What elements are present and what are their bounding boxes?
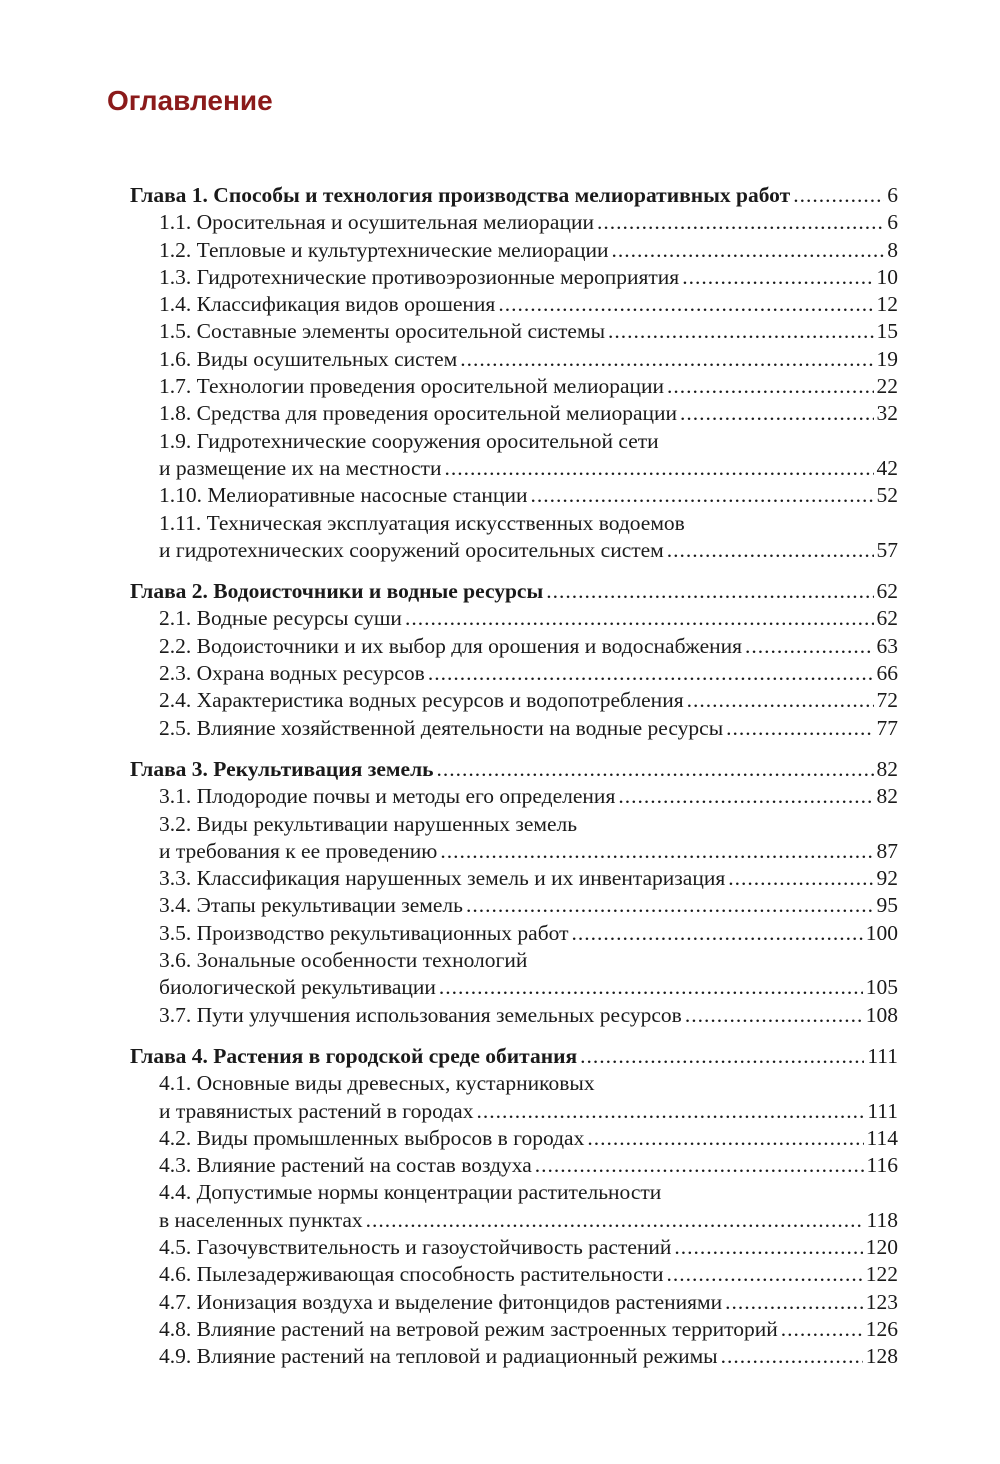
section-title: 2.4. Характеристика водных ресурсов и водопотребления <box>159 688 684 713</box>
dot-leader <box>546 578 873 605</box>
toc-section-entry[interactable] <box>130 510 898 537</box>
toc-section-entry[interactable] <box>130 318 898 345</box>
page-number: 128 <box>865 1344 898 1369</box>
page-number: 66 <box>876 661 898 686</box>
section-title: 1.3. Гидротехнические противоэрозионные мероприятия <box>159 264 680 289</box>
dot-leader <box>405 605 874 632</box>
page-number: 105 <box>865 975 898 1000</box>
page-number: 32 <box>876 401 898 426</box>
dot-leader <box>667 1261 863 1288</box>
page-number: 77 <box>876 715 898 740</box>
page-number: 8 <box>887 237 898 262</box>
toc-section-entry[interactable] <box>130 1098 898 1125</box>
section-title: 1.5. Составные элементы оросительной системы <box>159 319 606 344</box>
page-number: 114 <box>866 1125 898 1150</box>
toc-chapter <box>130 756 898 1029</box>
dot-leader <box>580 1043 864 1070</box>
toc-section-entry[interactable] <box>130 373 898 400</box>
dot-leader <box>530 482 873 509</box>
toc-section-entry[interactable] <box>130 974 898 1001</box>
section-title: и гидротехнических сооружений оросительных систем <box>159 537 664 562</box>
toc-section-entry[interactable] <box>130 1261 898 1288</box>
dot-leader <box>674 1234 862 1261</box>
section-title: 4.4. Допустимые нормы концентрации растительности <box>159 1180 662 1205</box>
toc-section-entry[interactable] <box>130 264 898 291</box>
page-number: 19 <box>876 346 898 371</box>
page-number: 100 <box>865 920 898 945</box>
page-title: Оглавление <box>107 85 273 116</box>
page-number: 12 <box>876 292 898 317</box>
toc-section-entry[interactable] <box>130 428 898 455</box>
section-title: в населенных пунктах <box>159 1207 363 1232</box>
dot-leader <box>721 1343 863 1370</box>
toc-section-entry[interactable] <box>130 920 898 947</box>
section-title: 4.5. Газочувствительность и газоустойчивость растений <box>159 1234 672 1259</box>
section-title: 2.5. Влияние хозяйственной деятельности на водные ресурсы <box>159 715 724 740</box>
dot-leader <box>728 865 873 892</box>
dot-leader <box>726 715 873 742</box>
section-title: 1.11. Техническая эксплуатация искусственных водоемов <box>159 510 685 535</box>
toc-section-entry[interactable] <box>130 947 898 974</box>
dot-leader <box>745 633 873 660</box>
section-title: 3.4. Этапы рекультивации земель <box>159 893 463 918</box>
toc-chapter-entry[interactable] <box>130 578 898 605</box>
dot-leader <box>498 291 873 318</box>
toc-section-entry[interactable] <box>130 209 898 236</box>
toc-section-entry[interactable] <box>130 1289 898 1316</box>
dot-leader <box>439 974 863 1001</box>
section-title: 4.7. Ионизация воздуха и выделение фитонцидов растениями <box>159 1289 723 1314</box>
dot-leader <box>587 1125 863 1152</box>
page-number: 126 <box>865 1316 898 1341</box>
dot-leader <box>612 237 885 264</box>
page-number: 111 <box>867 1098 898 1123</box>
section-title: 3.7. Пути улучшения использования земельных ресурсов <box>159 1002 682 1027</box>
section-title: и размещение их на местности <box>159 455 442 480</box>
chapter-title: Глава 3. Рекультивация земель <box>130 756 434 781</box>
dot-leader <box>725 1289 863 1316</box>
page-number: 62 <box>876 579 898 604</box>
dot-leader <box>667 373 873 400</box>
page-number: 120 <box>865 1234 898 1259</box>
page-number: 123 <box>865 1289 898 1314</box>
toc-section-entry[interactable] <box>130 1343 898 1370</box>
chapter-title: Глава 1. Способы и технология производства мелиоративных работ <box>130 183 791 207</box>
section-title: и травянистых растений в городах <box>159 1098 474 1123</box>
toc-section-entry[interactable] <box>130 633 898 660</box>
dot-leader <box>685 1002 863 1029</box>
section-title: 4.8. Влияние растений на ветровой режим застроенных территорий <box>159 1316 778 1341</box>
section-title: 4.9. Влияние растений на тепловой и радиационный режимы <box>159 1344 718 1369</box>
page-number: 10 <box>876 264 898 289</box>
toc-section-entry[interactable] <box>130 1125 898 1152</box>
page-number: 6 <box>887 210 898 235</box>
toc-section-entry[interactable] <box>130 1179 898 1206</box>
dot-leader <box>781 1316 863 1343</box>
toc-chapter-entry[interactable] <box>130 182 898 209</box>
toc-section-entry[interactable] <box>130 783 898 810</box>
dot-leader <box>476 1098 864 1125</box>
page-number: 62 <box>876 606 898 631</box>
section-title: 1.8. Средства для проведения оросительной мелиорации <box>159 401 678 426</box>
dot-leader <box>793 182 884 209</box>
toc-section-entry[interactable] <box>130 838 898 865</box>
dot-leader <box>535 1152 864 1179</box>
dot-leader <box>428 660 874 687</box>
page-number: 57 <box>876 537 898 562</box>
section-title: 2.2. Водоисточники и их выбор для орошения и водоснабжения <box>159 633 743 658</box>
chapter-title: Глава 4. Растения в городской среде обитания <box>130 1043 578 1068</box>
section-title: 3.1. Плодородие почвы и методы его определения <box>159 784 616 809</box>
toc-section-entry[interactable] <box>130 865 898 892</box>
section-title: 3.5. Производство рекультивационных работ <box>159 920 569 945</box>
page-number: 15 <box>876 319 898 344</box>
page-number: 108 <box>865 1002 898 1027</box>
toc-section-entry[interactable] <box>130 1316 898 1343</box>
dot-leader <box>440 838 873 865</box>
page-number: 22 <box>876 374 898 399</box>
toc-section-entry[interactable] <box>130 687 898 714</box>
section-title: 2.3. Охрана водных ресурсов <box>159 661 425 686</box>
toc-section-entry[interactable] <box>130 291 898 318</box>
dot-leader <box>597 209 884 236</box>
toc-section-entry[interactable] <box>130 482 898 509</box>
toc-section-entry[interactable] <box>130 537 898 564</box>
page-number: 95 <box>876 893 898 918</box>
dot-leader <box>444 455 873 482</box>
toc-section-entry[interactable] <box>130 1152 898 1179</box>
page-number: 72 <box>876 688 898 713</box>
dot-leader <box>460 346 873 373</box>
toc-section-entry[interactable] <box>130 237 898 264</box>
page-number: 87 <box>876 838 898 863</box>
page-number: 118 <box>866 1207 898 1232</box>
toc-section-entry[interactable] <box>130 1207 898 1234</box>
section-title: 3.3. Классификация нарушенных земель и их инвентаризация <box>159 866 726 891</box>
page-number: 42 <box>876 455 898 480</box>
section-title: 1.7. Технологии проведения оросительной мелиорации <box>159 374 665 399</box>
toc-section-entry[interactable] <box>130 811 898 838</box>
toc-chapter-entry[interactable] <box>130 1043 898 1070</box>
toc-section-entry[interactable] <box>130 660 898 687</box>
toc-section-entry[interactable] <box>130 605 898 632</box>
toc-section-entry[interactable] <box>130 715 898 742</box>
page-number: 82 <box>876 784 898 809</box>
section-title: и требования к ее проведению <box>159 838 438 863</box>
toc-section-entry[interactable] <box>130 1070 898 1097</box>
dot-leader <box>682 264 873 291</box>
page-number: 111 <box>867 1043 898 1068</box>
page-number: 122 <box>865 1262 898 1287</box>
section-title: 1.2. Тепловые и культуртехнические мелиорации <box>159 237 609 262</box>
section-title: 1.6. Виды осушительных систем <box>159 346 458 371</box>
dot-leader <box>572 920 863 947</box>
dot-leader <box>687 687 874 714</box>
section-title: 1.4. Классификация видов орошения <box>159 292 496 317</box>
chapter-title: Глава 2. Водоисточники и водные ресурсы <box>130 579 544 604</box>
page-number: 116 <box>866 1153 898 1178</box>
toc-chapter <box>130 1043 898 1371</box>
toc-section-entry[interactable] <box>130 455 898 482</box>
toc-chapter-entry[interactable] <box>130 756 898 783</box>
section-title: 3.6. Зональные особенности технологий <box>159 948 528 973</box>
section-title: 1.10. Мелиоративные насосные станции <box>159 483 528 508</box>
page-number: 52 <box>876 483 898 508</box>
page-number: 63 <box>876 633 898 658</box>
table-of-contents <box>130 182 898 1384</box>
page-number: 6 <box>887 183 898 207</box>
section-title: 4.2. Виды промышленных выбросов в городах <box>159 1125 585 1150</box>
page-number: 92 <box>876 866 898 891</box>
section-title: биологической рекультивации <box>159 975 436 1000</box>
dot-leader <box>680 400 873 427</box>
toc-section-entry[interactable] <box>130 892 898 919</box>
dot-leader <box>667 537 874 564</box>
toc-section-entry[interactable] <box>130 400 898 427</box>
section-title: 4.6. Пылезадерживающая способность растительности <box>159 1262 664 1287</box>
toc-chapter <box>130 182 898 564</box>
section-title: 3.2. Виды рекультивации нарушенных земель <box>159 811 578 836</box>
section-title: 4.1. Основные виды древесных, кустарниковых <box>159 1071 595 1096</box>
dot-leader <box>437 756 874 783</box>
section-title: 2.1. Водные ресурсы суши <box>159 606 402 631</box>
dot-leader <box>618 783 873 810</box>
toc-section-entry[interactable] <box>130 346 898 373</box>
dot-leader <box>608 318 873 345</box>
section-title: 4.3. Влияние растений на состав воздуха <box>159 1153 532 1178</box>
dot-leader <box>366 1207 864 1234</box>
dot-leader <box>466 892 874 919</box>
section-title: 1.9. Гидротехнические сооружения оросительной сети <box>159 428 659 453</box>
toc-chapter <box>130 578 898 742</box>
toc-section-entry[interactable] <box>130 1002 898 1029</box>
section-title: 1.1. Оросительная и осушительная мелиорации <box>159 210 594 235</box>
toc-section-entry[interactable] <box>130 1234 898 1261</box>
page-number: 82 <box>876 756 898 781</box>
